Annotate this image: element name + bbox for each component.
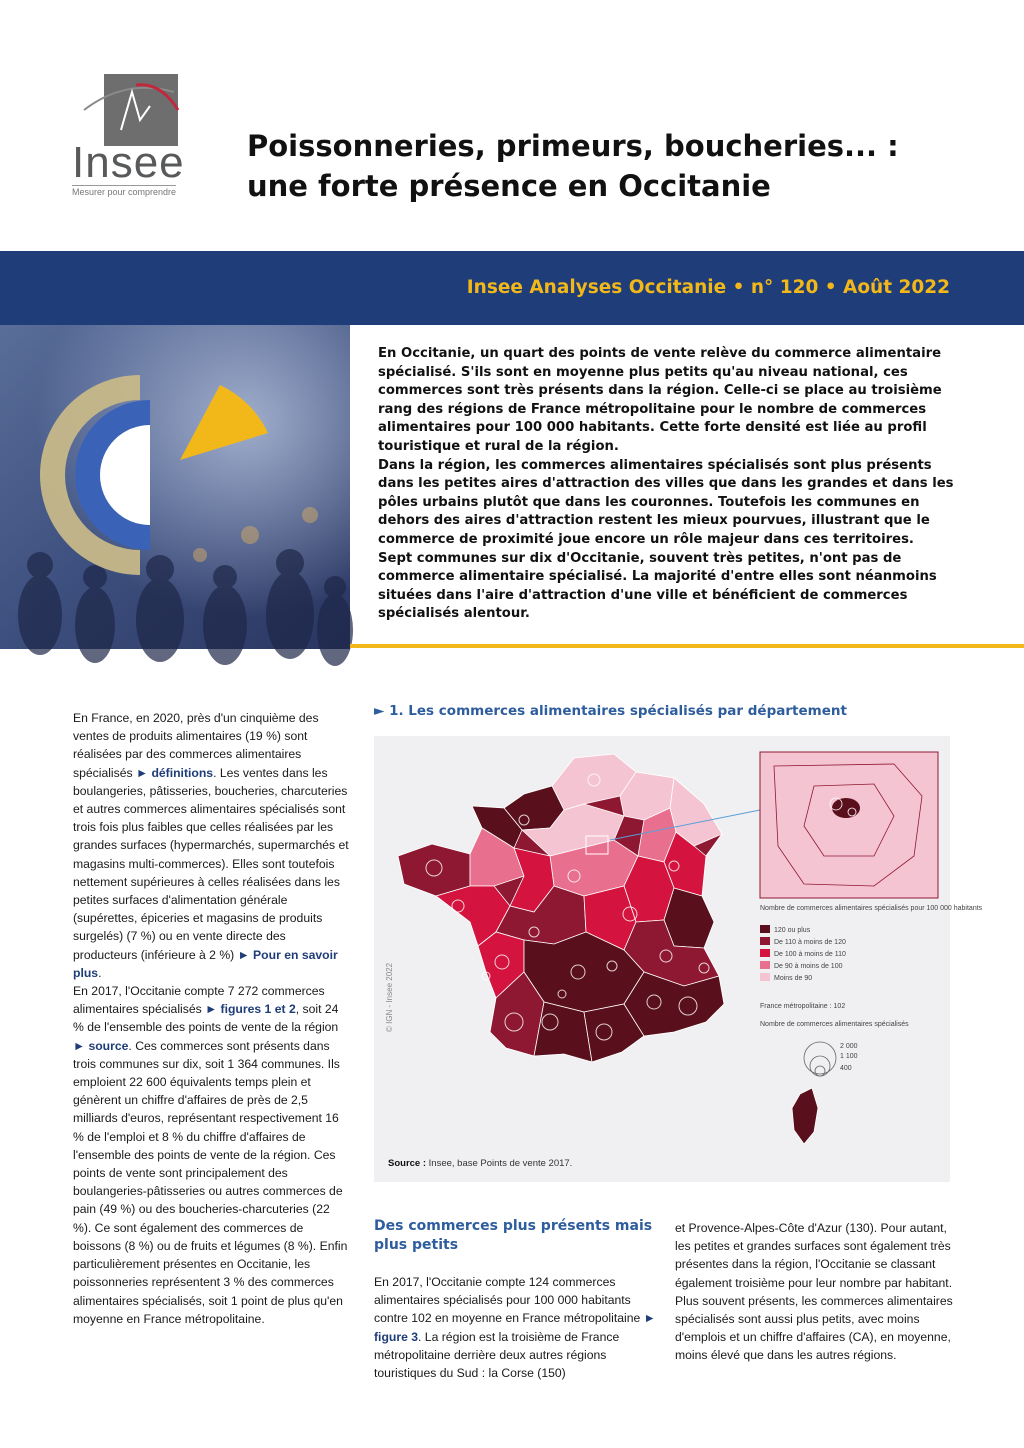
body-paragraph-5: Plus souvent présents, les commerces alimentaires spécialisés sont aussi plus petits, avec moins d'emplois et un chiffre d'affaires (CA), en moyenne, moins élevé que dans les autres régions. [675,1293,953,1363]
legend-swatch [760,949,770,957]
page-title [247,126,987,206]
legend-circle-value-1: 2 000 [840,1043,858,1050]
legend-circle-value-2: 1 100 [840,1053,858,1060]
insee-logo [66,70,186,200]
map-departments [398,754,818,1144]
logo-tagline: Mesurer pour comprendre [72,187,177,197]
legend-swatch [760,925,770,933]
figure-3-link[interactable]: ► figure 3 [374,1311,656,1344]
definitions-link[interactable]: ► définitions [136,765,214,780]
abstract-paragraph-2: Dans la région, les commerces alimentaires spécialisés sont plus présents dans les petites aires d'attraction des villes que dans les grandes et dans les pôles urbains plutôt que dans les couronnes. Toutefois les communes en dehors des aires d'attraction restent les mieux pourvues, illustrant que le commerce de proximité joue encore un rôle majeur dans ces territoires. [378,457,954,547]
legend-swatch [760,961,770,969]
abstract [378,345,958,624]
department-map [374,736,983,1182]
legend-swatch [760,973,770,981]
section-heading: Des commerces plus présents mais plus petits [374,1218,653,1253]
map-inset-paris [760,752,938,898]
legend-label: De 90 à moins de 100 [774,963,843,970]
body-text: . Ces commerces sont présents dans trois communes sur dix, soit 1 364 communes. Ils emploient 22 600 équivalents temps plein et génèrent un chiffre d'affaires de près de 2,5 milliards d'euros, représentant respectivement 16 % de l'emploi et 8 % du chiffre d'affaires de l'ensemble des points de vente de la région. Ces points de vente sont principalement des boulangeries-pâtisseries ou autres commerces de pain (49 %) ou des boucheries-charcuteries (22 %). Ce sont également des commerces de boissons (8 %) ou de fruits et légumes (8 %). Enfin particulièrement présentes en Occitanie, les poissonneries représentent 3 % des commerces alimentaires spécialisés, soit 1 point de plus qu'en moyenne en France métropolitaine. [73,1038,348,1326]
body-column-1 [73,709,349,1328]
map-copyright: © IGN - Insee 2022 [385,962,394,1032]
body-paragraph-4: et Provence-Alpes-Côte d'Azur (130). Pour autant, les petites et grandes surfaces sont également très présentes dans la région, l'Occitanie se classant également troisième pour leur nombre par habitant. [675,1221,953,1290]
source-label: Source : [388,1158,427,1169]
logo-wordmark: Insee [72,138,185,187]
abstract-paragraph-3: Sept communes sur dix d'Occitanie, souvent très petites, n'ont pas de commerce alimentaire spécialisé. La majorité d'entre elles sont néanmoins situées dans l'aire d'attraction d'une ville et bénéficient de commerces spécialisés alentour. [378,550,937,622]
body-column-3 [675,1219,957,1365]
cover-graphic [0,325,350,649]
body-text: . La région est la troisième de France métropolitaine derrière deux autres régions touristiques du Sud : la Corse (150) [374,1329,620,1381]
body-text: , soit 24 % de l'ensemble des points de vente de la région [73,1002,339,1035]
source-text: Insee, base Points de vente 2017. [426,1158,573,1169]
cover-illustration [0,325,350,649]
figure-title: ► 1. Les commerces alimentaires spécialisés par département [374,703,847,719]
legend-circle-large [804,1042,836,1074]
title-line-2: une forte présence en Occitanie [247,169,771,203]
map-legend [760,905,983,1076]
body-paragraph-1 [73,709,349,982]
figure-source [388,1158,572,1169]
body-paragraph-3 [374,1273,656,1382]
body-paragraph-2 [73,982,349,1328]
map-corsica [792,1088,818,1144]
legend-france-average: France métropolitaine : 102 [760,1003,846,1010]
yellow-divider [350,644,1024,648]
legend-circle-small [815,1066,825,1076]
body-text: . [98,965,102,980]
source-link[interactable]: ► source [73,1038,129,1053]
legend-swatch [760,937,770,945]
body-text: En 2017, l'Occitanie compte 7 272 commerces alimentaires spécialisés [73,984,325,1017]
body-column-2 [374,1273,656,1382]
legend-circle-title: Nombre de commerces alimentaires spécialisés [760,1021,909,1028]
title-line-1: Poissonneries, primeurs, boucheries... : [247,129,899,163]
legend-circle-value-3: 400 [840,1065,852,1072]
publication-reference: Insee Analyses Occitanie • n° 120 • Août 2022 [466,277,950,298]
legend-title: Nombre de commerces alimentaires spécialisés pour 100 000 habitants [760,905,983,912]
further-reading-link[interactable]: ► Pour en savoir plus [73,947,338,980]
legend-label: Moins de 90 [774,975,813,982]
body-text: En 2017, l'Occitanie compte 124 commerces alimentaires spécialisés pour 100 000 habitants contre 102 en moyenne en France métropolitaine [374,1275,644,1326]
body-text: . Les ventes dans les boulangeries, pâtisseries, boucheries, charcuteries et autres commerces alimentaires spécialisés sont trois fois plus faibles que celles réalisées par les grandes surfaces (hypermarchés, supermarchés et magasins multi-commerces). Elles sont toutefois nettement supérieures à celles réalisées dans les petites surfaces d'alimentation générale (supérettes, épiceries et magasins de produits surgelés) (7 %) ou en vente directe des producteurs (inférieure à 2 %) [73,765,349,962]
legend-label: De 100 à moins de 110 [774,951,846,958]
figures-link[interactable]: ► figures 1 et 2 [205,1002,296,1017]
legend-label: 120 ou plus [774,927,811,934]
body-text: En France, en 2020, près d'un cinquième des ventes de produits alimentaires (19 %) sont réalisées par des commerces alimentaires spécialisés [73,711,319,780]
legend-label: De 110 à moins de 120 [774,939,846,946]
abstract-paragraph-1: En Occitanie, un quart des points de vente relève du commerce alimentaire spécialisé. S'ils sont en moyenne plus petits qu'au niveau national, ces commerces sont très présents dans la région. Celle-ci se place au troisième rang des régions de France métropolitaine pour le nombre de commerces alimentaires pour 100 000 habitants. Cette forte densité est liée au profil touristique et rural de la région. [378,346,942,454]
